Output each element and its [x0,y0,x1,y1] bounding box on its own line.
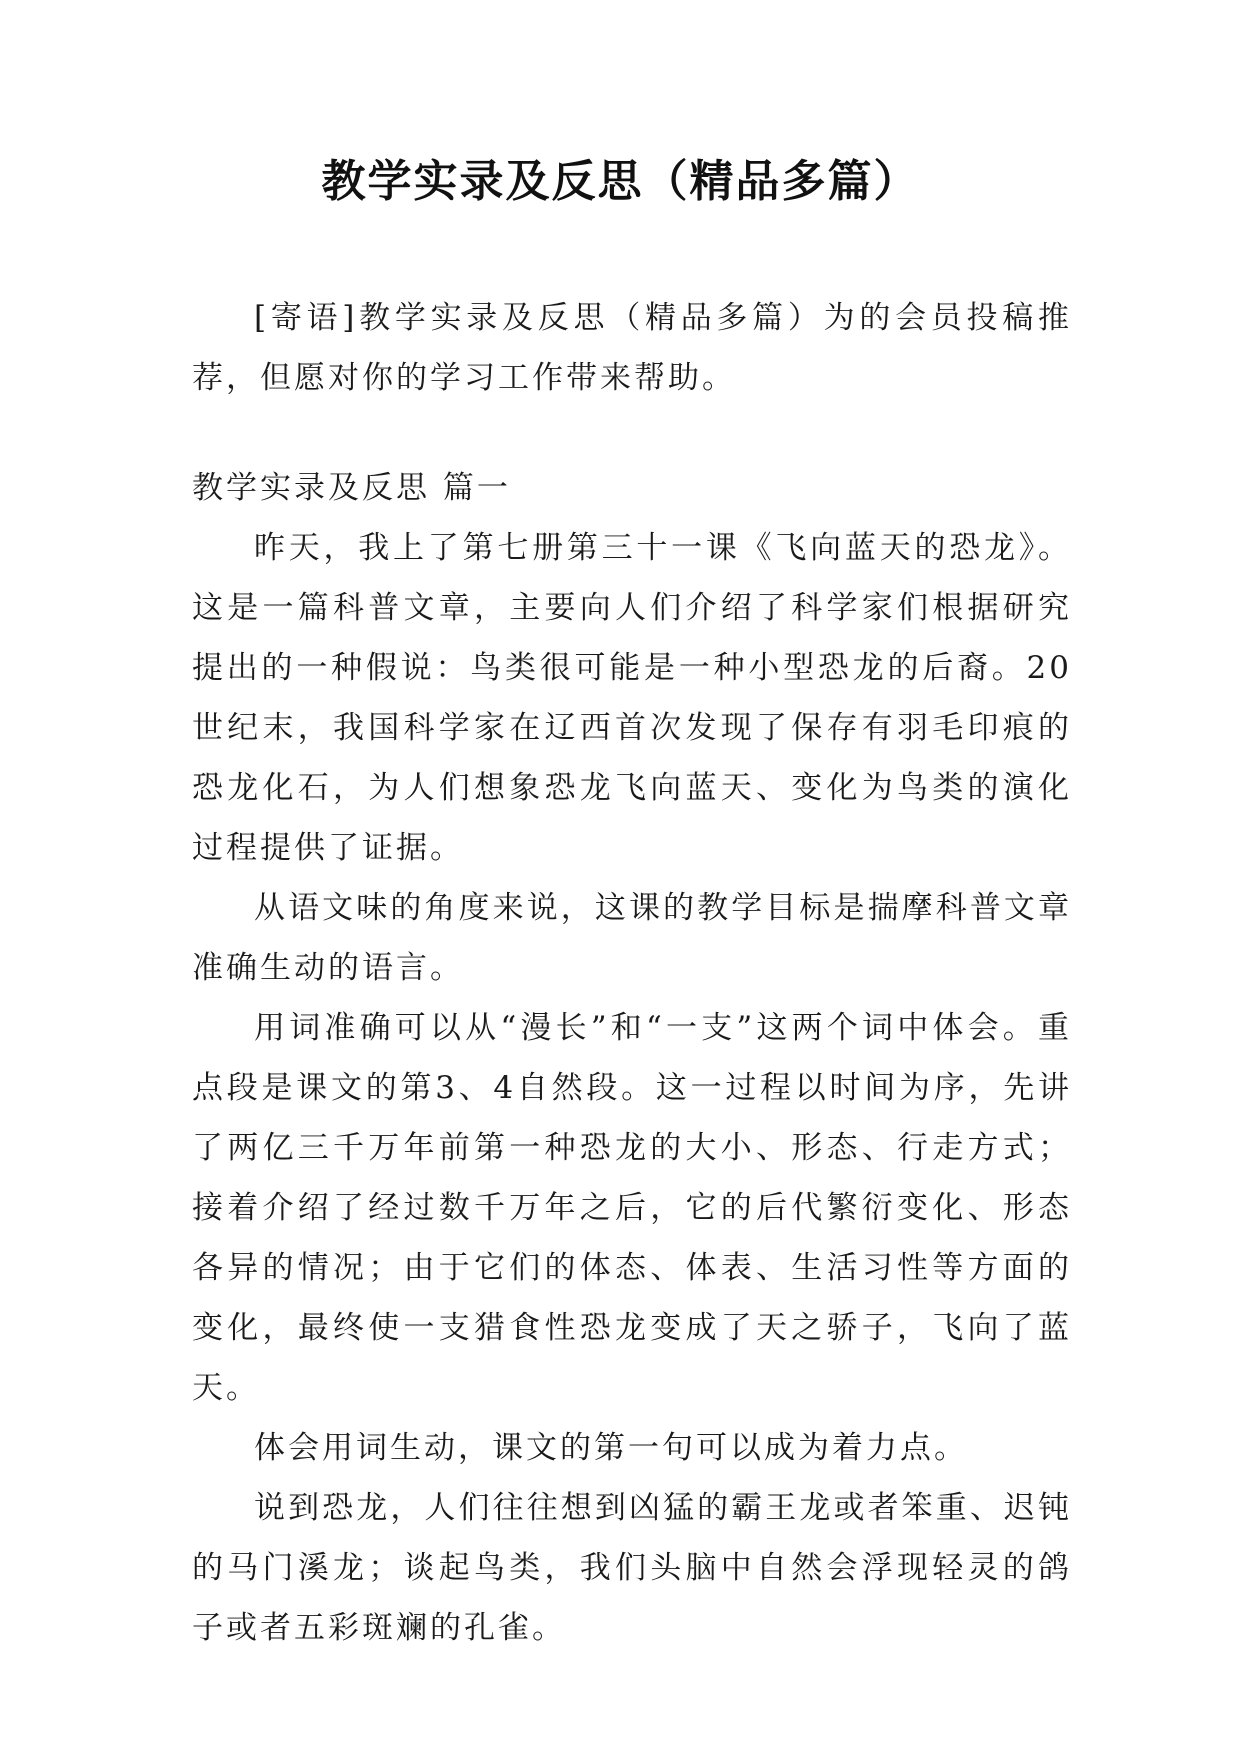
section-heading: 教学实录及反思 篇一 [192,470,511,506]
body-paragraph: 用词准确可以从“漫长”和“一支”这两个词中体会。重点段是课文的第3、4自然段。这一过程以时间为序，先讲了两亿三千万年前第一种恐龙的大小、形态、行走方式；接着介绍了经过数千万年之后，它的后代繁衍变化、形态各异的情况；由于它们的体态、体表、生活习性等方面的变化，最终使一支猎食性恐龙变成了天之骄子，飞向了蓝天。 [192,1010,1072,1406]
article-body [192,458,1072,1658]
body-paragraph: 说到恐龙，人们往往想到凶猛的霸王龙或者笨重、迟钝的马门溪龙；谈起鸟类，我们头脑中自然会浮现轻灵的鸽子或者五彩斑斓的孔雀。 [192,1490,1072,1646]
body-paragraph: 从语文味的角度来说，这课的教学目标是揣摩科普文章准确生动的语言。 [192,890,1072,986]
preface-paragraph: [寄语]教学实录及反思（精品多篇）为的会员投稿推荐，但愿对你的学习工作带来帮助。 [192,300,1072,396]
document-title: 教学实录及反思（精品多篇） [321,156,920,207]
body-paragraph: 昨天，我上了第七册第三十一课《飞向蓝天的恐龙》。这是一篇科普文章，主要向人们介绍了科学家们根据研究提出的一种假说：鸟类很可能是一种小型恐龙的后裔。20世纪末，我国科学家在辽西首次发现了保存有羽毛印痕的恐龙化石，为人们想象恐龙飞向蓝天、变化为鸟类的演化过程提供了证据。 [192,530,1072,866]
body-paragraph: 体会用词生动，课文的第一句可以成为着力点。 [254,1430,968,1466]
preface-block [192,288,1072,408]
